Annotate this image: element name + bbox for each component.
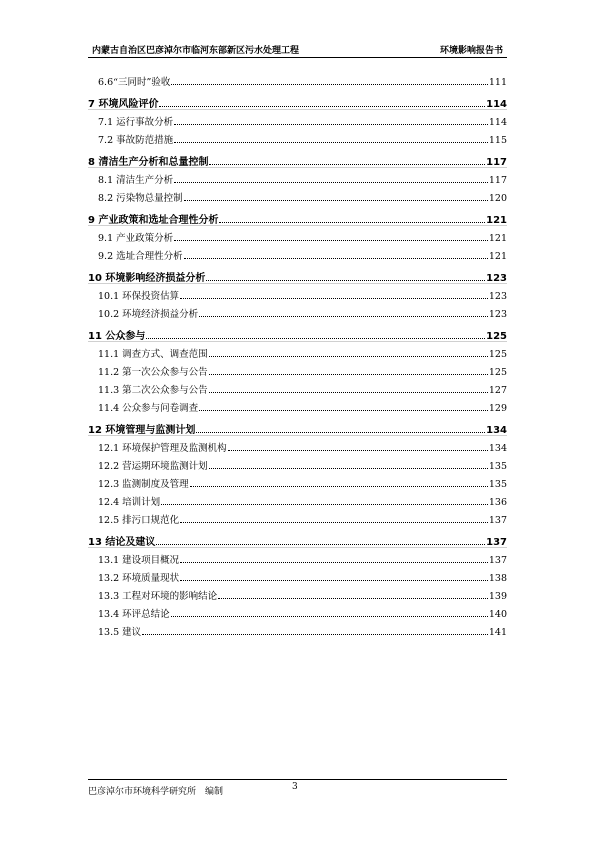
toc-dot-leader xyxy=(146,338,485,339)
toc-entry-title: 8.2 污染物总量控制 xyxy=(98,193,183,204)
toc-entry-page: 135 xyxy=(488,461,507,472)
toc-section-entry[interactable] xyxy=(88,472,507,490)
toc-entry-page: 117 xyxy=(488,175,507,186)
toc-entry-title: 13.3 工程对环境的影响结论 xyxy=(98,591,218,602)
toc-dot-leader xyxy=(161,504,488,505)
toc-entry-page: 127 xyxy=(488,385,507,396)
toc-entry-page: 137 xyxy=(488,515,507,526)
toc-entry-page: 114 xyxy=(486,99,507,110)
toc-entry-title: 11.3 第二次公众参与公告 xyxy=(98,385,208,396)
toc-entry-page: 125 xyxy=(488,367,507,378)
toc-dot-leader xyxy=(209,392,488,393)
toc-entry-page: 120 xyxy=(488,193,507,204)
toc-section-entry[interactable] xyxy=(88,70,507,88)
toc-entry-page: 139 xyxy=(488,591,507,602)
toc-dot-leader xyxy=(156,544,485,545)
toc-entry-page: 111 xyxy=(488,77,507,88)
toc-entry-title: 7.1 运行事故分析 xyxy=(98,117,174,128)
toc-entry-page: 123 xyxy=(486,273,507,284)
toc-chapter-entry[interactable] xyxy=(88,320,507,342)
toc-entry-title: 11.1 调查方式、调查范围 xyxy=(98,349,208,360)
toc-entry-page: 117 xyxy=(486,157,507,168)
header-project-title: 内蒙古自治区巴彦淖尔市临河东部新区污水处理工程 xyxy=(92,46,300,56)
header-doc-type: 环境影响报告书 xyxy=(439,46,503,56)
toc-entry-title: 9.2 选址合理性分析 xyxy=(98,251,183,262)
toc-entry-page: 121 xyxy=(488,251,507,262)
toc-entry-page: 123 xyxy=(488,309,507,320)
toc-dot-leader xyxy=(184,200,488,201)
toc-dot-leader xyxy=(196,432,485,433)
toc-chapter-entry[interactable] xyxy=(88,204,507,226)
toc-section-entry[interactable] xyxy=(88,566,507,584)
toc-entry-page: 135 xyxy=(488,479,507,490)
toc-entry-page: 115 xyxy=(488,135,507,146)
toc-entry-title: 13.1 建设项目概况 xyxy=(98,555,180,566)
toc-section-entry[interactable] xyxy=(88,584,507,602)
toc-section-entry[interactable] xyxy=(88,454,507,472)
toc-entry-page: 123 xyxy=(488,291,507,302)
toc-entry-page: 136 xyxy=(488,497,507,508)
toc-section-entry[interactable] xyxy=(88,436,507,454)
toc-entry-title: 9 产业政策和选址合理性分析 xyxy=(88,215,219,226)
toc-entry-title: 8 清洁生产分析和总量控制 xyxy=(88,157,209,168)
toc-section-entry[interactable] xyxy=(88,508,507,526)
toc-entry-title: 12.4 培训计划 xyxy=(98,497,161,508)
toc-dot-leader xyxy=(171,616,488,617)
toc-entry-page: 134 xyxy=(486,425,507,436)
footer-credit: 巴彦淖尔市环境科学研究所 编制 xyxy=(88,787,224,797)
toc-section-entry[interactable] xyxy=(88,396,507,414)
toc-section-entry[interactable] xyxy=(88,302,507,320)
toc-entry-title: 10 环境影响经济损益分析 xyxy=(88,273,206,284)
toc-dot-leader xyxy=(219,222,485,223)
toc-entry-title: 11.2 第一次公众参与公告 xyxy=(98,367,208,378)
toc-dot-leader xyxy=(171,84,488,85)
toc-dot-leader xyxy=(190,486,488,487)
toc-entry-page: 121 xyxy=(486,215,507,226)
toc-dot-leader xyxy=(180,298,488,299)
toc-dot-leader xyxy=(184,258,488,259)
toc-section-entry[interactable] xyxy=(88,548,507,566)
table-of-contents xyxy=(88,70,507,638)
toc-section-entry[interactable] xyxy=(88,186,507,204)
toc-section-entry[interactable] xyxy=(88,110,507,128)
page-footer xyxy=(88,779,507,800)
toc-dot-leader xyxy=(199,316,488,317)
toc-entry-page: 137 xyxy=(486,537,507,548)
toc-dot-leader xyxy=(199,410,488,411)
toc-entry-page: 114 xyxy=(488,117,507,128)
toc-dot-leader xyxy=(218,598,488,599)
toc-dot-leader xyxy=(180,580,488,581)
toc-entry-page: 134 xyxy=(488,443,507,454)
toc-entry-page: 141 xyxy=(488,627,507,638)
toc-section-entry[interactable] xyxy=(88,602,507,620)
toc-chapter-entry[interactable] xyxy=(88,414,507,436)
toc-dot-leader xyxy=(174,142,488,143)
toc-entry-page: 125 xyxy=(488,349,507,360)
toc-dot-leader xyxy=(209,374,488,375)
toc-entry-page: 129 xyxy=(488,403,507,414)
toc-dot-leader xyxy=(142,634,488,635)
toc-chapter-entry[interactable] xyxy=(88,88,507,110)
toc-section-entry[interactable] xyxy=(88,284,507,302)
toc-entry-title: 12 环境管理与监测计划 xyxy=(88,425,196,436)
toc-dot-leader xyxy=(174,182,488,183)
toc-dot-leader xyxy=(206,280,485,281)
page-header xyxy=(88,43,507,58)
toc-entry-title: 11.4 公众参与问卷调查 xyxy=(98,403,199,414)
toc-entry-page: 121 xyxy=(488,233,507,244)
toc-section-entry[interactable] xyxy=(88,490,507,508)
toc-entry-title: 10.2 环境经济损益分析 xyxy=(98,309,199,320)
toc-entry-title: 13.5 建议 xyxy=(98,627,142,638)
toc-entry-title: 7 环境风险评价 xyxy=(88,99,159,110)
toc-entry-title: 12.3 监测制度及管理 xyxy=(98,479,189,490)
toc-entry-title: 13.2 环境质量现状 xyxy=(98,573,180,584)
toc-dot-leader xyxy=(159,106,485,107)
toc-entry-title: 6.6“三同时”验收 xyxy=(98,77,171,88)
toc-section-entry[interactable] xyxy=(88,620,507,638)
toc-entry-page: 138 xyxy=(488,573,507,584)
toc-dot-leader xyxy=(174,124,488,125)
toc-dot-leader xyxy=(180,522,488,523)
toc-section-entry[interactable] xyxy=(88,128,507,146)
toc-entry-page: 140 xyxy=(488,609,507,620)
toc-entry-title: 13.4 环评总结论 xyxy=(98,609,170,620)
toc-dot-leader xyxy=(209,356,488,357)
toc-dot-leader xyxy=(209,164,485,165)
toc-dot-leader xyxy=(209,468,488,469)
toc-entry-title: 8.1 清洁生产分析 xyxy=(98,175,174,186)
toc-entry-title: 12.2 营运期环境监测计划 xyxy=(98,461,208,472)
toc-entry-title: 9.1 产业政策分析 xyxy=(98,233,174,244)
toc-entry-page: 137 xyxy=(488,555,507,566)
toc-section-entry[interactable] xyxy=(88,226,507,244)
toc-entry-page: 125 xyxy=(486,331,507,342)
toc-entry-title: 13 结论及建议 xyxy=(88,537,156,548)
toc-dot-leader xyxy=(228,450,488,451)
toc-section-entry[interactable] xyxy=(88,342,507,360)
page-number: 3 xyxy=(292,782,298,792)
toc-chapter-entry[interactable] xyxy=(88,526,507,548)
toc-entry-title: 10.1 环保投资估算 xyxy=(98,291,180,302)
toc-section-entry[interactable] xyxy=(88,244,507,262)
toc-entry-title: 12.5 排污口规范化 xyxy=(98,515,180,526)
toc-chapter-entry[interactable] xyxy=(88,262,507,284)
toc-section-entry[interactable] xyxy=(88,168,507,186)
toc-entry-title: 12.1 环境保护管理及监测机构 xyxy=(98,443,227,454)
toc-dot-leader xyxy=(174,240,488,241)
toc-section-entry[interactable] xyxy=(88,360,507,378)
toc-entry-title: 7.2 事故防范措施 xyxy=(98,135,174,146)
toc-chapter-entry[interactable] xyxy=(88,146,507,168)
toc-dot-leader xyxy=(180,562,488,563)
toc-entry-title: 11 公众参与 xyxy=(88,331,146,342)
toc-section-entry[interactable] xyxy=(88,378,507,396)
